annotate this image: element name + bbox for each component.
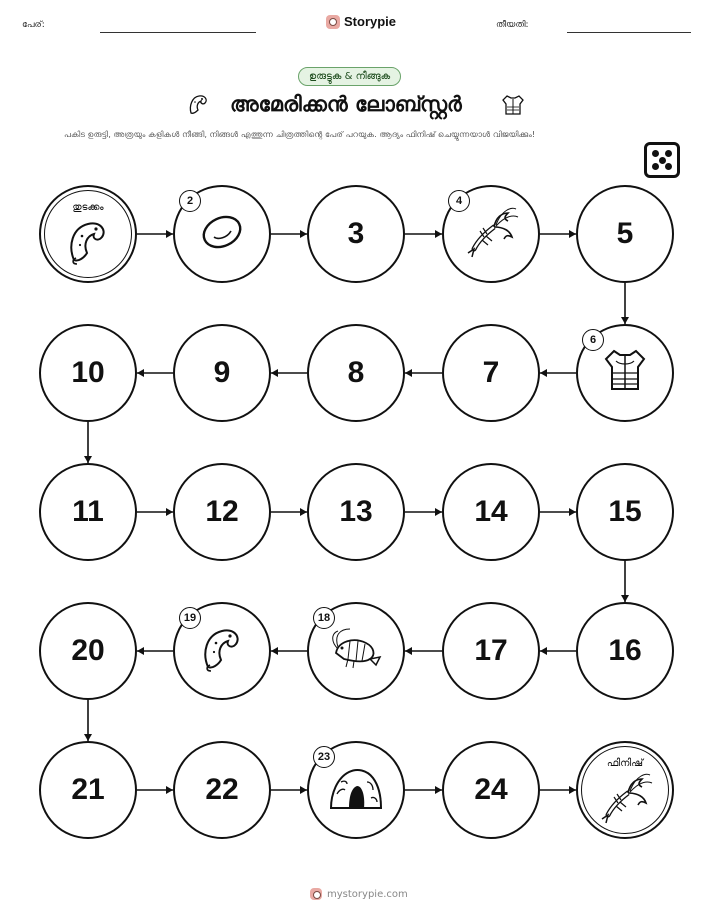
path-arrow [405, 230, 442, 238]
path-arrow [405, 369, 442, 377]
space-number: 15 [608, 495, 642, 528]
space-number: 10 [71, 356, 105, 389]
path-arrow [137, 647, 173, 655]
board-space-17 [442, 602, 540, 700]
path-arrow [271, 647, 307, 655]
path-arrow [405, 508, 442, 516]
space-number-badge: 4 [448, 190, 470, 212]
board-space-13 [307, 463, 405, 561]
lobster-icon [462, 205, 520, 263]
board-space-20 [39, 602, 137, 700]
path-arrow [137, 508, 173, 516]
path-arrow [621, 561, 629, 602]
armor-icon [602, 347, 648, 399]
board-space-16 [576, 602, 674, 700]
space-number-badge: 18 [313, 607, 335, 629]
board-space-12 [173, 463, 271, 561]
board-space-1 [39, 185, 137, 283]
space-number: 11 [72, 495, 104, 528]
storypie-logo-icon [310, 888, 322, 900]
space-number: 3 [347, 217, 365, 250]
space-number-badge: 6 [582, 329, 604, 351]
path-arrow [271, 369, 307, 377]
board-space-9 [173, 324, 271, 422]
instructions-text: പകിട ഉരുട്ടി, അത്രയും കളികൾ നീങ്ങി, നിങ്ങൾ എത്തുന്ന ചിത്രത്തിന്റെ പേര് പറയുക. ആദ്യം ഫിനിഷ് ചെയ്യുന്നയാൾ വിജയിക്കും! [64, 129, 536, 139]
path-arrow [540, 230, 576, 238]
board-space-24 [442, 741, 540, 839]
footer [310, 888, 408, 900]
shrimp-icon [328, 627, 384, 675]
board-space-3 [307, 185, 405, 283]
start-label: തുടക്കം [72, 202, 104, 213]
space-number-badge: 2 [179, 190, 201, 212]
board-space-8 [307, 324, 405, 422]
claw-icon [194, 621, 250, 681]
egg-icon [197, 210, 247, 258]
path-arrow [540, 508, 576, 516]
space-number: 8 [347, 356, 365, 389]
space-number: 17 [474, 634, 508, 667]
game-type-pill: ഉരുട്ടുക & നീങ്ങുക [298, 67, 401, 86]
path-arrow [137, 369, 173, 377]
lobster-icon [596, 771, 654, 829]
space-number: 7 [482, 356, 500, 389]
path-arrow [271, 230, 307, 238]
footer-url: mystorypie.com [327, 888, 408, 900]
board-space-10 [39, 324, 137, 422]
board-space-21 [39, 741, 137, 839]
board-space-15 [576, 463, 674, 561]
path-arrow [540, 369, 576, 377]
date-label: തീയതി: [496, 20, 529, 30]
path-arrow [271, 786, 307, 794]
path-arrow [405, 786, 442, 794]
path-arrow [271, 508, 307, 516]
cave-icon [327, 764, 385, 816]
board-space-7 [442, 324, 540, 422]
path-arrow [540, 647, 576, 655]
space-number-badge: 19 [179, 607, 201, 629]
space-number: 14 [474, 495, 508, 528]
name-label: പേര്: [22, 20, 45, 30]
claw-icon [60, 214, 116, 274]
space-number: 21 [71, 773, 105, 806]
path-arrow [84, 700, 92, 741]
space-number: 5 [616, 217, 634, 250]
path-arrow [137, 230, 173, 238]
space-number: 12 [205, 495, 239, 528]
space-number: 22 [205, 773, 239, 806]
space-number-badge: 23 [313, 746, 335, 768]
space-number: 13 [339, 495, 373, 528]
path-arrow [84, 422, 92, 463]
space-number: 16 [608, 634, 642, 667]
board-space-5 [576, 185, 674, 283]
space-number: 24 [474, 773, 508, 806]
space-number: 20 [71, 634, 105, 667]
path-arrow [621, 283, 629, 324]
board-space-14 [442, 463, 540, 561]
board-space-11 [39, 463, 137, 561]
board-space-22 [173, 741, 271, 839]
brand-name: Storypie [344, 14, 397, 29]
path-arrow [405, 647, 442, 655]
board-space-25 [576, 741, 674, 839]
path-arrow [540, 786, 576, 794]
space-number: 9 [213, 356, 231, 389]
path-arrow [137, 786, 173, 794]
page-title: അമേരിക്കൻ ലോബ്സ്റ്റർ [230, 92, 462, 116]
finish-label: ഫിനിഷ് [606, 758, 644, 769]
